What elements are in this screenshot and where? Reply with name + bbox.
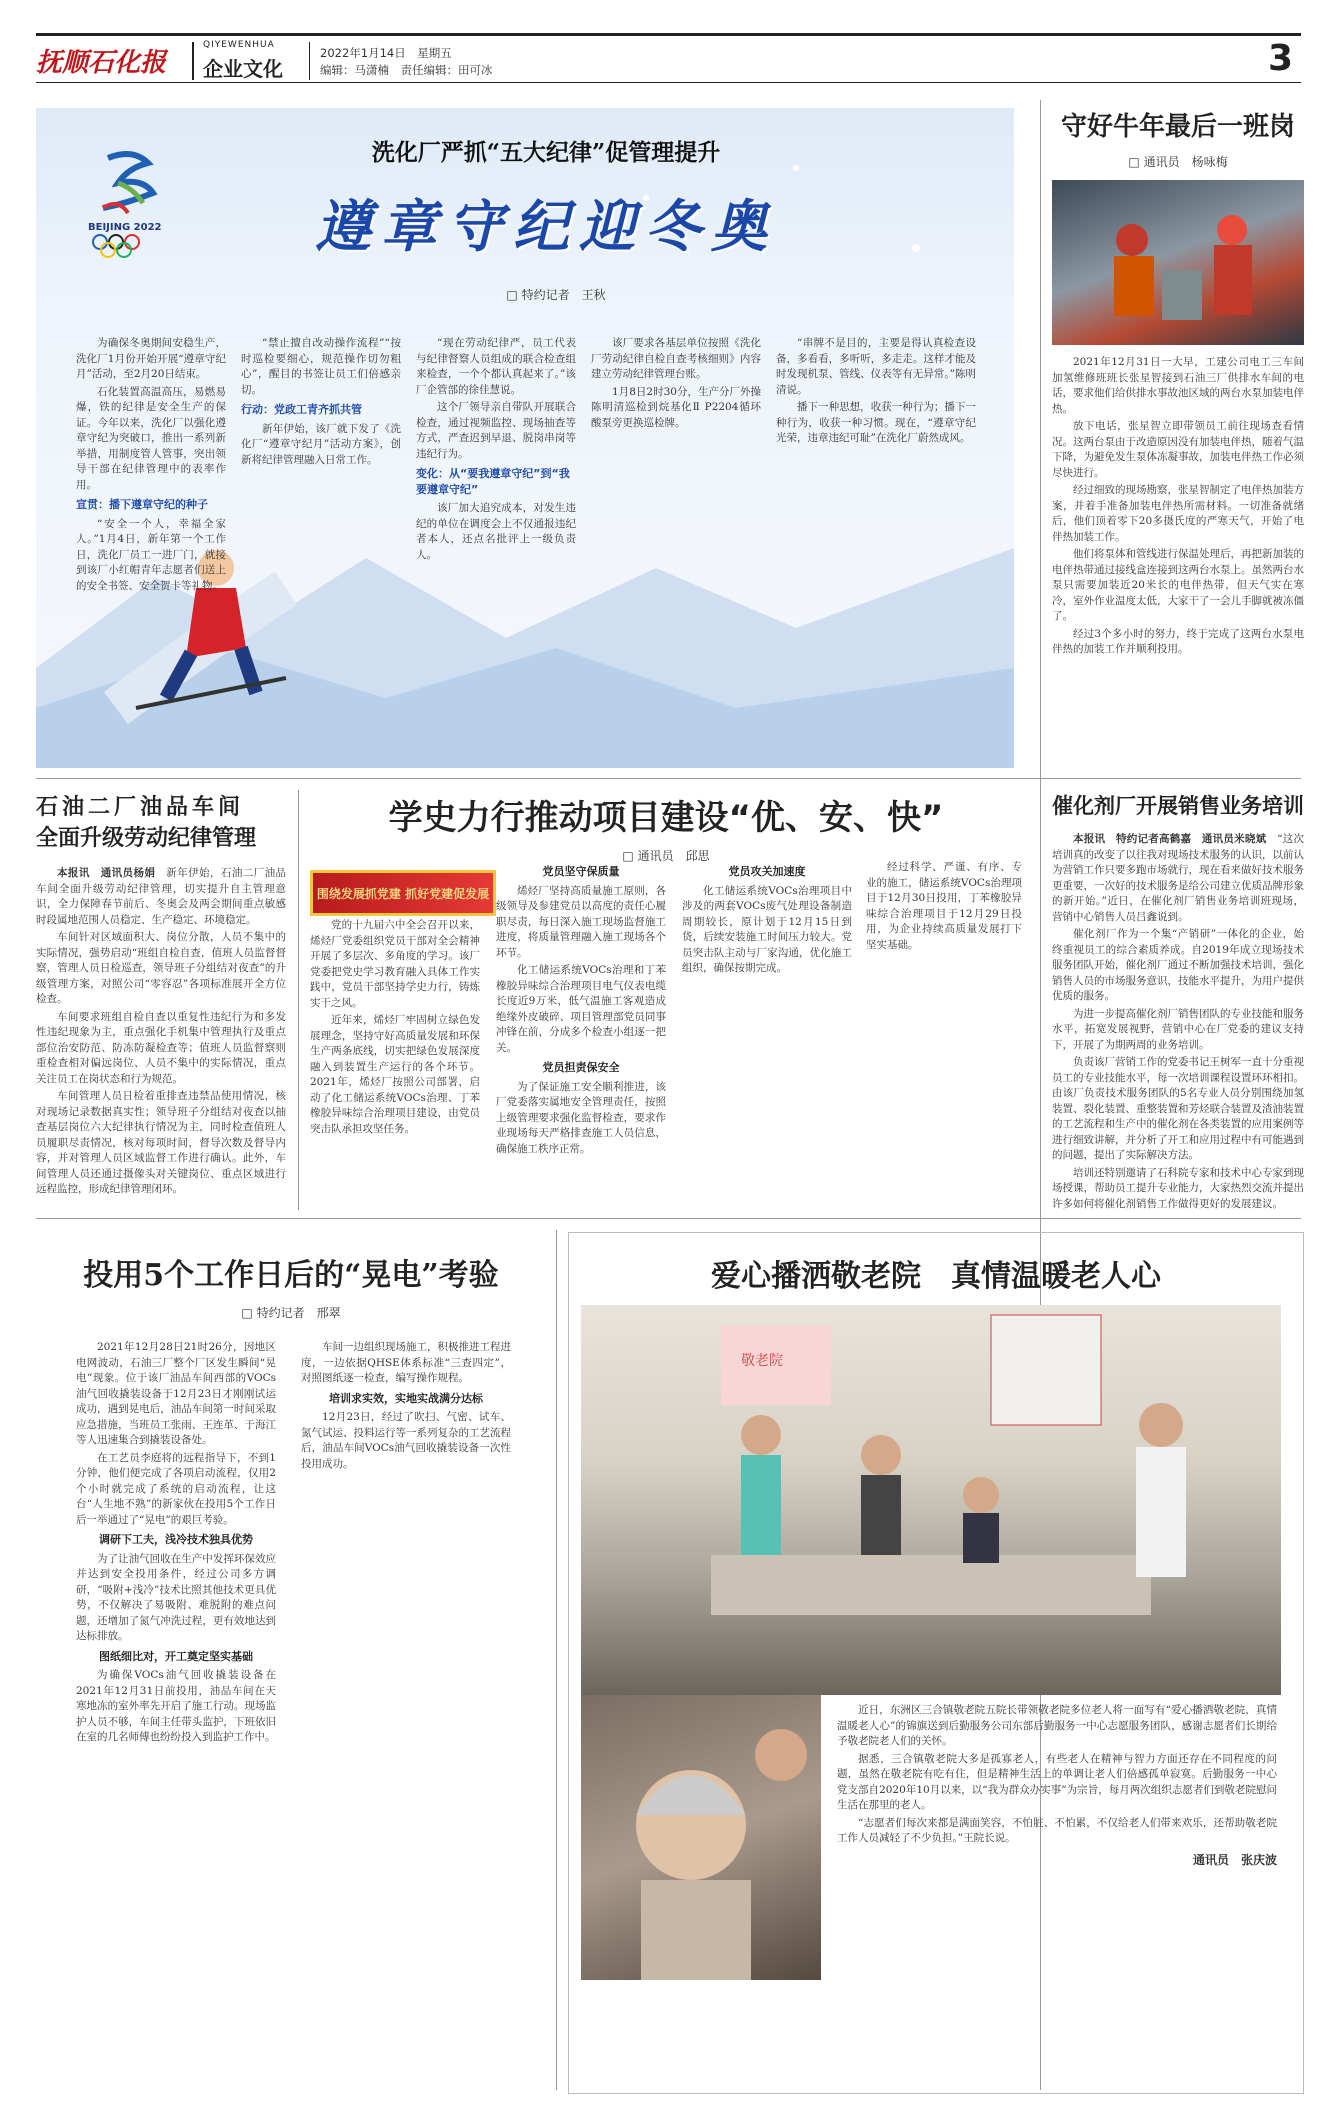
person-body	[741, 1455, 781, 1555]
masthead-divider	[192, 42, 194, 80]
nursing-body	[837, 1703, 1277, 1868]
party-banner-text: 围绕发展抓党建 抓好党建促发展	[316, 886, 490, 901]
catalyst-paragraph: 催化剂厂作为一个集“产销研”一体化的企业，始终重视员工的综合素质养成。自2019年成立现场技术服务团队开始，催化剂厂通过不断加强技术培训，强化销售人员的市场服务意识，技能水平提升，为用户提供优质的服务。	[1052, 928, 1304, 1002]
catalyst-article	[1052, 790, 1304, 1210]
beijing-2022-emblem	[88, 148, 178, 258]
history-col-3	[682, 860, 852, 979]
masthead-divider-2	[309, 42, 310, 80]
person-head	[861, 1435, 901, 1475]
person-body	[1136, 1447, 1186, 1577]
power-col-1	[76, 1340, 276, 1748]
winter-emblem-icon	[88, 148, 178, 218]
feature-subhead-2: 行动：党政工青齐抓共管	[241, 403, 362, 416]
plant2-text: 新年伊始，石油二厂油品车间全面升级劳动纪律管理，切实提升自主管理意识，全力保障春节前后、冬奥会及两会期间重点敏感时段属地范围人员稳定、生产稳定、环境稳定。	[36, 867, 286, 926]
plant2-byline: 本报讯 通讯员杨娟	[57, 867, 156, 879]
power-paragraph: 2021年12月28日21时26分，因地区电网波动，石油三厂整个厂区发生瞬间“晃电”现象。位于该厂油品车间西部的VOCs油气回收撬装设备于12月23日才刚刚试运成功，遇到晃电后，油品车间第一时间采取应急措施，当班员工张雨、王连革、于海江等人迅速集合到撬装设备处。	[76, 1341, 276, 1446]
wall-board	[991, 1315, 1101, 1425]
feature-paragraph: “安全一个人，幸福全家人。”1月4日，新年第一个工作日，洗化厂员工一进厂门，就接到该厂小红帽青年志愿者们送上的安全书签、安全贺卡等礼物。	[76, 517, 226, 592]
nursing-byline: 通讯员 张庆波	[1192, 1852, 1277, 1867]
plant2-title-2: 全面升级劳动纪律管理	[36, 826, 257, 851]
shift-body	[1052, 355, 1304, 658]
feature-paragraph: “现在劳动纪律严，员工代表与纪律督察人员组成的联合检查组来检查，一个个都认真起来了。”该厂企管部的徐佳慧说。	[416, 337, 576, 396]
person-body	[861, 1475, 901, 1555]
power-paragraph: 在工艺员李庭将的远程指导下，不到1分钟，他们便完成了各项启动流程，仅用2个小时就完成了系统的启动流程，让这台“人生地不熟”的新家伙在投用5个工作日后一举通过了“晃电”的艰巨考验。	[76, 1451, 276, 1526]
history-paragraph: 近年来，烯烃厂牢固树立绿色发展理念，坚持守好高质量发展和环保生产两条底线，切实把绿色发展深度融入到装置生产运行的各个环节。2021年，烯烃厂按照公司部署，启动了化工储运系统VOCs治理、丁苯橡胶异味综合治理项目建设，由党员突击队承担攻坚任务。	[310, 1014, 480, 1135]
feature-paragraph: 1月8日2时30分，生产分厂外操陈明清巡检到烷基化Ⅱ P2204循环酸泵旁更换巡检牌。	[591, 385, 761, 429]
shift-photo	[1052, 180, 1304, 345]
feature-paragraph: 这个厂领导亲自带队开展联合检查，通过视频监控、现场抽查等方式，严查迟到早退、脱岗串岗等违纪行为。	[416, 401, 576, 460]
power-byline-text: 特约记者 邢翠	[256, 1306, 341, 1320]
history-paragraph: 党的十九届六中全会召开以来，烯烃厂党委组织党员干部对全会精神开展了多层次、多角度的学习。该厂党委把党史学习教育融入具体工作实践中，党员干部坚持学史力行，铸炼实干之风。	[310, 919, 480, 1009]
feature-paragraph: “串牌不是目的，主要是得认真检查设备，多看看，多听听，多走走。这样才能及时发现机泵、管线、仪表等有无异常。”陈明清说。	[776, 337, 976, 396]
shift-article	[1052, 100, 1304, 770]
power-byline: □ 特约记者 邢翠	[241, 1306, 341, 1320]
masthead-bottom-rule	[36, 82, 1301, 83]
feature-subhead-1: 宣贯：播下遵章守纪的种子	[76, 498, 208, 511]
editor: 编辑：马潇楠	[320, 63, 389, 77]
plant2-paragraph: 车间针对区域面积大、岗位分散，人员不集中的实际情况，强势启动“班组自检自查，值班人员监督督察，管理人员日检巡查，领导班子分组结对夜查”的升级管理方案，对照公司“零容忍”各项标准展开全方位检查。	[36, 931, 286, 1005]
table	[711, 1555, 1151, 1615]
nursing-article	[568, 1232, 1304, 2094]
emblem-text: BEIJING 2022	[88, 222, 162, 233]
history-paragraph: 化工储运系统VOCs治理项目中涉及的两套VOCs废气处理设备制造周期较长，原计划于12月15日到货，后续安装施工时间压力较大。党员突击队主动与厂家沟通，优化施工组织，确保按期完成。	[682, 884, 852, 974]
shift-byline: □ 通讯员 杨咏梅	[1128, 155, 1228, 169]
history-col-2	[496, 860, 666, 1159]
wall-poster-text: 敬老院	[741, 1353, 783, 1369]
catalyst-paragraph: 为进一步提高催化剂厂销售团队的专业技能和服务水平，拓宽发展视野，营销中心在厂党委的建议支持下，开展了为期两周的业务培训。	[1052, 1007, 1304, 1051]
nursing-title: 爱心播洒敬老院 真情温暖老人心	[711, 1259, 1161, 1294]
top-rule	[36, 33, 1301, 36]
history-subhead-1: 党员坚守保质量	[542, 865, 620, 878]
volunteers-dumplings-scene	[581, 1305, 1281, 1695]
catalyst-byline: 本报讯 特约记者高鹤嘉 通讯员米晓斌	[1073, 833, 1267, 845]
history-title: 学史力行推动项目建设“优、安、快”	[388, 798, 944, 838]
feature-col-5	[776, 336, 976, 449]
snow-dot	[912, 244, 920, 252]
person-head	[963, 1477, 999, 1513]
elder-photo	[581, 1695, 821, 1980]
plant2-paragraph	[36, 866, 286, 928]
masthead	[0, 0, 1340, 80]
catalyst-body	[1052, 832, 1304, 1210]
shift-paragraph: 放下电话，张星智立即带领员工前往现场查看情况。这两台泵由于改造原因没有加装电伴热，随着气温下降，为避免发生泵体冻凝事故，加装电伴热工作必须尽快进行。	[1052, 420, 1304, 479]
shift-paragraph: 2021年12月31日一大早，工建公司电工三车间加氢维修班班长张星智接到石油三厂供排水车间的电话，要求他们给供排水事故池区域的两台水泵加装电伴热。	[1052, 356, 1304, 415]
issue-date: 2022年1月14日	[320, 46, 406, 60]
shift-byline-text: 通讯员 杨咏梅	[1143, 155, 1228, 169]
feature-byline-text: 特约记者 王秋	[521, 288, 606, 302]
party-banner	[310, 870, 496, 916]
shift-title: 守好牛年最后一班岗	[1060, 112, 1295, 142]
feature-byline: □ 特约记者 王秋	[506, 288, 606, 302]
person-head	[1139, 1403, 1183, 1447]
shift-paragraph: 他们将泵体和管线进行保温处理后，再把新加装的电伴热带通过接线盒连接到这两台水泵上。虽然两台水泵只需要加装近20米长的电伴热带，但天气实在寒冷，室外作业温度太低，大家干了一会儿手脚就被冻僵了。	[1052, 548, 1304, 622]
issue-info	[320, 45, 452, 61]
feature-paragraph: 新年伊始，该厂就下发了《洗化厂“遵章守纪月”活动方案》，创新将纪律管理融入日常工作。	[241, 422, 401, 466]
feature-col-1	[76, 336, 226, 596]
feature-paragraph: “禁止擅自改动操作流程”“按时巡检要细心，规范操作切勿粗心”，醒目的书签让员工们倍感亲切。	[241, 337, 401, 396]
proof-editor: 责任编辑：田可冰	[400, 63, 493, 77]
nursing-paragraph: 近日，东洲区三合镇敬老院五院长带领敬老院多位老人将一面写有“爱心播洒敬老院，真情温暖老人心”的锦旗送到后勤服务公司东部后勤服务一中心志愿服务团队，感谢志愿者们长期给予敬老院老人们的关怀。	[837, 1704, 1277, 1747]
feature-subhead-3: 变化：从“要我遵章守纪”到“我要遵章守纪”	[416, 467, 570, 496]
divider	[298, 790, 299, 1210]
worker-silhouette-icon	[1052, 180, 1304, 345]
catalyst-paragraph	[1052, 832, 1304, 925]
power-col-2	[301, 1340, 511, 1474]
power-paragraph: 12月23日，经过了吹扫、气密、试车、氮气试运、投料运行等一系列复杂的工艺流程后，油品车间VOCs油气回收撬装设备一次性投用成功。	[301, 1411, 511, 1470]
history-article	[310, 790, 1022, 1210]
section-name: 企业文化	[203, 57, 283, 81]
power-title: 投用5个工作日后的“晃电”考验	[83, 1258, 499, 1293]
history-col-1	[310, 918, 480, 1139]
power-subhead-1: 调研下工夫，浅冷技术独具优势	[99, 1533, 253, 1546]
shift-paragraph: 经过3个多小时的努力，终于完成了这两台水泵电伴热的加装工作并顺利投用。	[1052, 627, 1304, 655]
nursing-paragraph: “志愿者们每次来都是满面笑容，不怕脏、不怕累，不仅给老人们带来欢乐，还帮助敬老院工作人员减轻了不少负担。”王院长说。	[837, 1816, 1277, 1844]
history-paragraph: 为了保证施工安全顺利推进，该厂党委落实属地安全管理责任，按照上级管理要求强化监督检查，要求作业现场每天严格排查施工人员信息，确保施工秩序正常。	[496, 1080, 666, 1155]
feature-paragraph: 该厂加大追究成本，对发生违纪的单位在调度会上不仅通报违纪者本人，还点名批评上一级负责人。	[416, 502, 576, 561]
plant2-paragraph: 车间管理人员日检着重排查违禁品使用情况，核对现场记录数据真实性；领导班子分组结对夜查以抽查基层岗位六大纪律执行情况为主，同时检查值班人员履职尽责情况，核对每项时间，督导次数及督导内容，并对管理人员区域监督工作进行确认。此外，车间管理人员还通过摄像头对关键岗位、重点区域进行远程监控，形成纪律管理闭环。	[36, 1090, 286, 1195]
nursing-photo	[581, 1305, 1281, 1695]
power-subhead-2: 图纸细比对，开工奠定坚实基础	[99, 1649, 253, 1663]
power-article	[36, 1230, 546, 2090]
feature-article	[36, 108, 1014, 768]
history-byline: □ 通讯员 邱思	[622, 849, 710, 863]
plant2-title-1: 石油二厂油品车间	[36, 795, 245, 820]
catalyst-paragraph: 负责该厂营销工作的党委书记王树军一直十分重视员工的专业技能水平，每一次培训课程设置环环相扣。由该厂负责技术服务团队的5名专业人员分别围绕加氢装置、裂化装置、重整装置和芳烃联合装置及渣油装置的工艺流程和生产中的催化剂在各类装置的应用案例等进行细致讲解，并分析了开工和应用过程中有可能遇到的问题，提出了实际解决方法。	[1052, 1056, 1304, 1161]
power-paragraph: 为了让油气回收在生产中发挥环保效应并达到安全投用条件，经过公司多方调研，“吸附+浅冷”技术比照其他技术更具优势，不仅解决了易吸附、难脱附的难点问题，还增加了氮气冲洗过程，更有效地达到达标排放。	[76, 1552, 276, 1642]
history-byline-text: 通讯员 邱思	[637, 849, 710, 863]
plant2-body	[36, 866, 286, 1198]
catalyst-paragraph: 培训还特别邀请了石科院专家和技术中心专家到现场授课，帮助员工提升专业能力，大家热烈交流并提出许多如何将催化剂销售工作做得更好的发展建议。	[1052, 1166, 1304, 1210]
page-number: 3	[1268, 38, 1294, 79]
history-paragraph: 经过科学、严谨、有序、专业的施工，储运系统VOCs治理项目于12月30日投用，丁苯橡胶异味综合治理项目于12月29日投用，为企业持续高质量发展打下坚实基础。	[866, 861, 1022, 951]
feature-col-3	[416, 336, 576, 565]
section-pinyin: QIYEWENHUA	[203, 40, 275, 50]
feature-col-4	[591, 336, 761, 433]
issue-weekday: 星期五	[417, 46, 452, 60]
history-col-4	[866, 860, 1022, 955]
divider	[556, 1230, 557, 2090]
plant2-paragraph: 车间要求班组自检自查以重复性违纪行为和多发性违纪现象为主，重点强化手机集中管理执行及重点部位治安防范、防冻防凝检查等；值班人员监督察则重检查相对偏远岗位、人员不集中的实际情况，重点关注员工在岗状态和行为规范。	[36, 1010, 286, 1085]
elder-portrait	[581, 1695, 821, 1980]
power-subhead-3: 培训求实效，实地实战满分达标	[329, 1391, 483, 1405]
feature-paragraph: 播下一种思想，收获一种行为；播下一种行为，收获一种习惯。现在，“遵章守纪光荣，违章违纪可耻”在洗化厂蔚然成风。	[776, 401, 976, 444]
olympic-rings-icon	[88, 233, 168, 259]
shift-paragraph: 经过细致的现场勘察，张星智制定了电伴热加装方案，并着手准备加装电伴热所需材料。一切准备就绪后，他们顶着零下20多摄氏度的严寒天气，开始了电伴热加装工作。	[1052, 484, 1304, 543]
editor-info	[320, 62, 493, 78]
power-paragraph: 为确保VOCs油气回收撬装设备在2021年12月31日前投用，油品车间在天寒地冻的室外率先开启了施工行动。现场监护人员不够，车间主任带头监护，下班依旧在室的几名师傅也纷纷投入到监护工作中。	[76, 1669, 276, 1743]
feature-paragraph: 石化装置高温高压，易燃易爆，铁的纪律是安全生产的保证。今年以来，洗化厂以强化遵章守纪为突破口，推出一系列新举措，用制度管人管事，突出领导干部在纪律管理中的表率作用。	[76, 385, 226, 491]
skier-body	[186, 588, 246, 658]
plant2-article	[36, 790, 286, 1210]
catalyst-text: “这次培训真的改变了以往我对现场技术服务的认识，以前认为营销工作只要多跑市场就行，现在看来做好技术服务更重要，一次好的技术服务是给公司建立优质品牌形象的新开始。”近日，在催化剂厂销售业务培训班现场，营销中心销售人员吕鑫说到。	[1052, 833, 1304, 923]
person-head	[741, 1415, 781, 1455]
feature-title: 遵章守纪迎冬奥	[315, 194, 777, 260]
divider	[36, 1218, 1301, 1219]
history-paragraph: 化工储运系统VOCs治理和丁苯橡胶异味综合治理项目电气仪表电缆长度近9万米，低气温施工客观造成绝缘外皮破碎、项目管理部党员同事冲锋在前，分成多个检查小组逐一把关。	[496, 964, 666, 1054]
nursing-paragraph: 据悉，三合镇敬老院大多是孤寡老人，有些老人在精神与智力方面还存在不同程度的问题，虽然在敬老院有吃有住，但是精神生活上的单调让老人们倍感孤单寂寞。后勤服务一中心党支部自2020年10月以来，以“我为群众办实事”为宗旨，每月两次组织志愿者们到敬老院慰问生活在那里的老人。	[837, 1752, 1277, 1811]
feature-col-2	[241, 336, 401, 470]
power-paragraph: 车间一边组织现场施工，积极推进工程进度，一边依据QHSE体系标准“三查四定”，对照图纸逐一检查，编写操作规程。	[301, 1341, 511, 1384]
history-paragraph: 烯烃厂坚持高质量施工原则，各级领导及参建党员以高度的责任心履职尽责，每日深入施工现场监督施工进度，将质量管理融入施工现场各个环节。	[496, 884, 666, 959]
history-subhead-3: 党员攻关加速度	[728, 865, 806, 878]
feature-kicker: 洗化厂严抓“五大纪律”促管理提升	[371, 139, 721, 166]
catalyst-title: 催化剂厂开展销售业务培训	[1052, 794, 1304, 818]
paper-name: 抚顺石化报	[36, 48, 167, 78]
person-body	[963, 1513, 999, 1563]
feature-paragraph: 为确保冬奥期间安稳生产，洗化厂1月份开始开展“遵章守纪月”活动，至2月20日结束。	[76, 337, 226, 380]
feature-paragraph: 该厂要求各基层单位按照《洗化厂劳动纪律自检自查考核细则》内容建立劳动纪律管理台账。	[591, 337, 761, 380]
divider	[36, 778, 1301, 779]
history-subhead-2: 党员担责保安全	[542, 1061, 620, 1074]
